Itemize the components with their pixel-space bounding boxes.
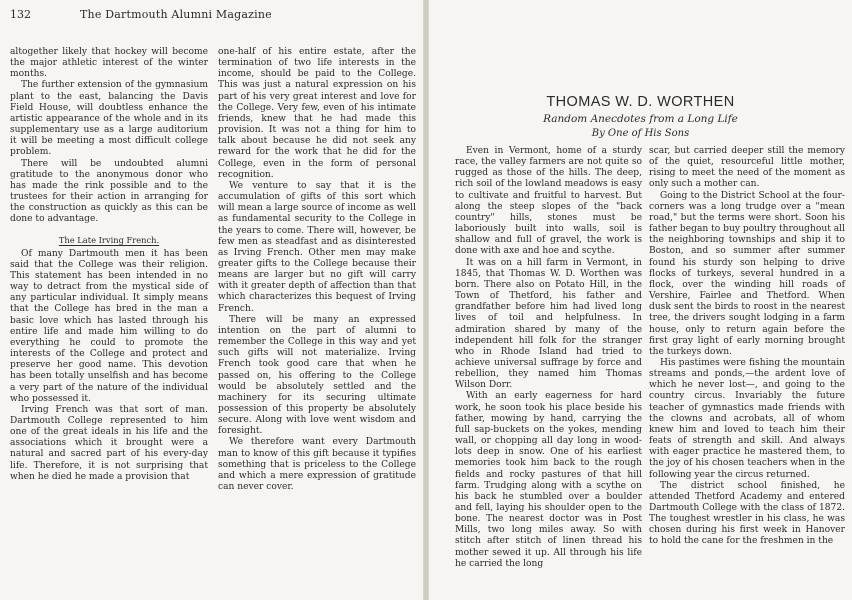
left-column-1	[10, 47, 208, 483]
article-byline: By One of His Sons	[591, 128, 690, 139]
paragraph: one-half of his entire estate, after the termination of two life interests in the income, should be paid to the College. This was just a natural expression on his part of his very great interest and love for the College. Very few, even of his intimate friends, knew that he had made this provision. It was not a thing for him to talk about because he did not seek any reward for the work that he did for the College, even in the form of personal recognition.	[218, 47, 416, 180]
page-number: 132	[10, 8, 31, 21]
magazine-title: The Dartmouth Alumni Magazine	[80, 8, 272, 21]
left-column-2	[218, 47, 416, 493]
paragraph: There will be many an expressed intention on the part of alumni to remember the College in this way and yet such gifts will not materialize. Irving French took good care that when he passed on, his offering to the College would be absolutely settled and the machinery for its securing ultimate possession of this property be absolutely secure. Along with love went wisdom and foresight.	[218, 314, 416, 437]
paragraph: We therefore want every Dartmouth man to know of this gift because it typifies something that is priceless to the College and which a mere expression of gratitude can never cover.	[218, 437, 416, 493]
paragraph: With an early eagerness for hard work, he soon took his place beside his father, mowing by hand, carrying the full sap-buckets on the yokes, mending wall, or chopping all day long in wood-lots deep in snow. One of his earliest memories took him back to the rough fields and rocky pastures of that hill farm. Trudging along with a scythe on his back he stumbled over a boulder and fell, laying his shoulder open to the bone. The nearest doctor was in Post Mills, two long miles away. So with stitch after stitch of linen thread his mother sewed it up. All through his life he carried the long	[455, 391, 642, 569]
article-subtitle: Random Anecdotes from a Long Life	[543, 113, 738, 125]
paragraph: Even in Vermont, home of a sturdy race, the valley farmers are not quite so rugged as those of the hills. The deep, rich soil of the lowland meadows is easy to cultivate and fruitful to harvest. But along the steep slopes of the "back country" hills, stones must be laboriously built into walls, soil is shallow and full of gravel, the work is done with axe and hoe and scythe.	[455, 146, 642, 257]
paragraph: Of many Dartmouth men it has been said that the College was their religion. This statement has been intended in no way to detract from the mystical side of any particular individual. It simply means that the College has bred in the man a basic love which has lasted through his entire life and made him willing to do everything he could to promote the interests of the College and protect and preserve her good name. This devotion has been totally unselfish and has become a very part of the nature of the individual who possessed it.	[10, 248, 208, 404]
section-subheading: The Late Irving French.	[58, 234, 160, 245]
right-page	[429, 0, 852, 600]
paragraph: altogether likely that hockey will become the major athletic interest of the winter months.	[10, 47, 208, 80]
paragraph: We venture to say that it is the accumulation of gifts of this sort which will mean a large source of income as well as fundamental security to the College in the years to come. There will, however, be few men as steadfast and as disinterested as Irving French. Other men may make greater gifts to the College because their means are larger but no gift will carry with it greater depth of affection than that which characterizes this bequest of Irving French.	[218, 180, 416, 314]
paragraph: It was on a hill farm in Vermont, in 1845, that Thomas W. D. Worthen was born. There also on Potato Hill, in the Town of Thetford, his father and grandfather before him had lived long lives of toil and helpfulness. In admiration shared by many of the independent hill folk for the stranger who in Rhode Island had tried to achieve universal suffrage by force and rebellion, they named him Thomas Wilson Dorr.	[455, 257, 642, 391]
paragraph: The further extension of the gymnasium plant to the east, balancing the Davis Field House, will doubtless enhance the artistic appearance of the whole and in its supplementary use as a large auditorium it will be meeting a most difficult college problem.	[10, 80, 208, 158]
paragraph: Going to the District School at the four-corners was a long trudge over a "mean road," but the terms were short. Soon his father began to buy poultry throughout all the neighboring townships and ship it to Boston, and so summer after summer found his sturdy son helping to drive flocks of turkeys, several hundred in a flock, over the winding hill roads of Vershire, Fairlee and Thetford. When dusk sent the birds to roost in the nearest tree, the drivers sought lodging in a farm house, only to return again before the first gray light of early morning brought the turkeys down.	[649, 190, 845, 357]
paragraph: The district school finished, he attended Thetford Academy and entered Dartmouth College with the class of 1872. The toughest wrestler in his class, he was chosen during his first week in Hanover to hold the cane for the freshmen in the	[649, 480, 845, 547]
paragraph: His pastimes were fishing the mountain streams and ponds,—the ardent love of which he never lost—, and going to the country circus. Invariably the future teacher of gymnastics made friends with the clowns and acrobats, all of whom knew him and loved to teach him their feats of strength and skill. And always with eager practice he mastered them, to the joy of his chosen teachers when in the following year the circus returned.	[649, 357, 845, 480]
paragraph: scar, but carried deeper still the memory of the quiet, resourceful little mother, rising to meet the need of the moment as only such a mother can.	[649, 146, 845, 190]
paragraph: Irving French was that sort of man. Dartmouth College represented to him one of the great ideals in his life and the associations which it brought were a natural and sacred part of his every-day life. Therefore, it is not surprising that when he died he made a provision that	[10, 404, 208, 482]
right-column-1	[455, 146, 642, 570]
right-column-2	[649, 146, 845, 548]
left-page	[0, 0, 423, 600]
article-title: THOMAS W. D. WORTHEN	[546, 94, 735, 110]
paragraph: There will be undoubted alumni gratitude to the anonymous donor who has made the rink possible and to the trustees for their action in arranging for the construction as quickly as this can be done to advantage.	[10, 158, 208, 225]
